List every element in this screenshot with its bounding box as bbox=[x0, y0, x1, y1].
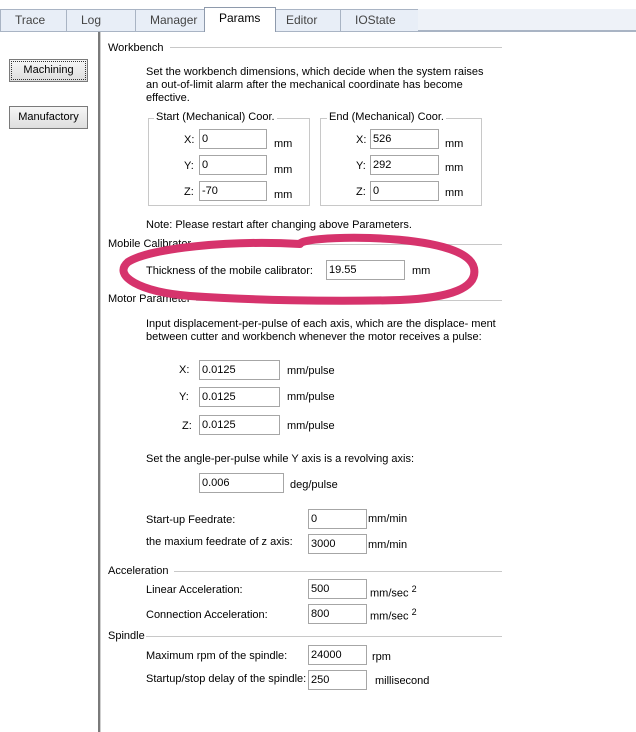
end-z-label: Z: bbox=[356, 186, 366, 198]
calibrator-unit: mm bbox=[412, 265, 431, 277]
motor-z-label: Z: bbox=[182, 420, 192, 432]
connection-accel-unit-exp: 2 bbox=[411, 607, 417, 617]
start-x-label: X: bbox=[184, 134, 195, 146]
tab-strip-filler bbox=[418, 9, 636, 31]
spindle-rpm-input[interactable] bbox=[308, 645, 367, 665]
restart-note: Note: Please restart after changing above Parameters. bbox=[146, 219, 412, 231]
panel-divider bbox=[98, 32, 101, 732]
tab-log[interactable]: Log bbox=[66, 9, 142, 31]
connection-accel-unit bbox=[370, 607, 417, 623]
linear-accel-unit-text: mm/sec bbox=[370, 587, 409, 600]
end-y-unit: mm bbox=[445, 162, 464, 174]
connection-accel-input[interactable] bbox=[308, 604, 367, 624]
manufactory-button[interactable]: Manufactory bbox=[9, 106, 88, 129]
motor-z-unit: mm/pulse bbox=[287, 420, 335, 432]
spindle-delay-unit: millisecond bbox=[375, 675, 430, 687]
spindle-rpm-label: Maximum rpm of the spindle: bbox=[146, 650, 288, 662]
tab-params[interactable]: Params bbox=[204, 7, 276, 32]
start-y-input[interactable] bbox=[199, 155, 267, 175]
end-z-input[interactable] bbox=[370, 181, 439, 201]
spindle-delay-input[interactable] bbox=[308, 670, 367, 690]
calibrator-thickness-input[interactable] bbox=[326, 260, 405, 280]
tab-editor[interactable]: Editor bbox=[271, 9, 348, 31]
max-z-feedrate-label: the maxium feedrate of z axis: bbox=[146, 536, 293, 548]
tab-iostate[interactable]: IOState bbox=[340, 9, 420, 31]
start-coor-title: Start (Mechanical) Coor. bbox=[156, 111, 275, 123]
startup-feedrate-input[interactable] bbox=[308, 509, 367, 529]
left-panel bbox=[0, 32, 98, 732]
angle-unit: deg/pulse bbox=[290, 479, 338, 491]
workbench-title: Workbench bbox=[108, 42, 164, 54]
tab-bar-top bbox=[0, 0, 636, 9]
max-z-feedrate-input[interactable] bbox=[308, 534, 367, 554]
acceleration-title: Acceleration bbox=[108, 565, 169, 577]
spindle-rule bbox=[146, 636, 502, 637]
linear-accel-input[interactable] bbox=[308, 579, 367, 599]
tab-trace[interactable]: Trace bbox=[0, 9, 74, 31]
start-z-label: Z: bbox=[184, 186, 194, 198]
start-x-unit: mm bbox=[274, 138, 293, 150]
tab-manager[interactable]: Manager bbox=[135, 9, 213, 31]
start-z-input[interactable] bbox=[199, 181, 267, 201]
end-coor-title: End (Mechanical) Coor. bbox=[329, 111, 444, 123]
calibrator-rule bbox=[206, 244, 502, 245]
end-x-label: X: bbox=[356, 134, 367, 146]
calibrator-label: Thickness of the mobile calibrator: bbox=[146, 265, 313, 277]
linear-accel-unit-exp: 2 bbox=[411, 584, 417, 594]
workbench-description: Set the workbench dimensions, which decide when the system raises an out-of-limit alarm after the mechanical coordinate has become effective. bbox=[146, 66, 484, 104]
acceleration-rule bbox=[174, 571, 502, 572]
motor-x-unit: mm/pulse bbox=[287, 365, 335, 377]
motor-description: Input displacement-per-pulse of each axis, which are the displace- ment between cutter and workbench whenever the motor receives a pulse: bbox=[146, 318, 496, 343]
linear-accel-unit bbox=[370, 584, 417, 600]
spindle-delay-label: Startup/stop delay of the spindle: bbox=[146, 673, 307, 685]
linear-accel-label: Linear Acceleration: bbox=[146, 584, 243, 596]
angle-per-pulse-input[interactable] bbox=[199, 473, 284, 493]
motor-x-label: X: bbox=[179, 364, 190, 376]
start-z-unit: mm bbox=[274, 189, 293, 201]
spindle-title: Spindle bbox=[108, 630, 145, 642]
motor-title: Motor Parameter bbox=[108, 293, 191, 305]
end-x-input[interactable] bbox=[370, 129, 439, 149]
motor-x-input[interactable] bbox=[199, 360, 280, 380]
end-y-label: Y: bbox=[356, 160, 366, 172]
startup-feedrate-label: Start-up Feedrate: bbox=[146, 514, 236, 526]
end-z-unit: mm bbox=[445, 187, 464, 199]
motor-y-label: Y: bbox=[179, 391, 189, 403]
motor-z-input[interactable] bbox=[199, 415, 280, 435]
start-y-label: Y: bbox=[184, 160, 194, 172]
motor-rule bbox=[196, 300, 502, 301]
calibrator-title: Mobile Calibrator bbox=[108, 238, 192, 250]
connection-accel-unit-text: mm/sec bbox=[370, 610, 409, 623]
end-y-input[interactable] bbox=[370, 155, 439, 175]
motor-y-input[interactable] bbox=[199, 387, 280, 407]
startup-feedrate-unit: mm/min bbox=[368, 513, 408, 525]
machining-button[interactable]: Machining bbox=[9, 59, 88, 82]
workbench-rule bbox=[170, 47, 502, 48]
max-z-feedrate-unit: mm/min bbox=[368, 539, 408, 551]
tab-bar bbox=[0, 0, 636, 31]
connection-accel-label: Connection Acceleration: bbox=[146, 609, 268, 621]
end-x-unit: mm bbox=[445, 138, 464, 150]
motor-y-unit: mm/pulse bbox=[287, 391, 335, 403]
spindle-rpm-unit: rpm bbox=[372, 651, 391, 663]
angle-label: Set the angle-per-pulse while Y axis is a revolving axis: bbox=[146, 453, 415, 465]
start-y-unit: mm bbox=[274, 164, 293, 176]
start-x-input[interactable] bbox=[199, 129, 267, 149]
